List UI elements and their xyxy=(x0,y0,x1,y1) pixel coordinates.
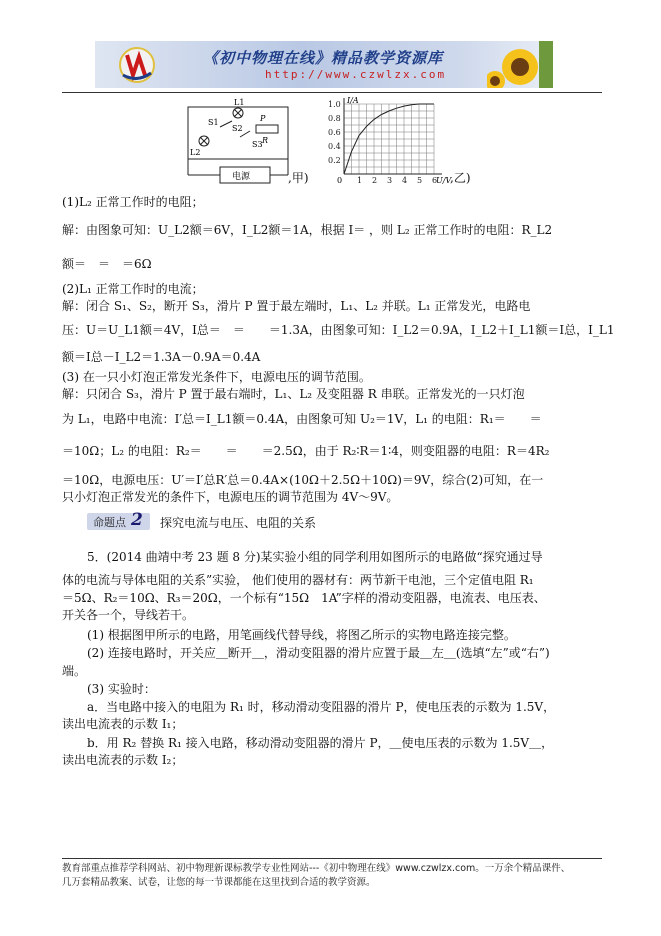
banner-title: 《初中物理在线》精品教学资源库 xyxy=(203,49,444,67)
q5-line: (2) 连接电路时，开关应＿断开＿，滑动变阻器的滑片应置于最＿左＿(选填“左”或“右”) xyxy=(87,646,550,660)
x-tick-label: 4 xyxy=(402,176,408,185)
circuit-diagram xyxy=(180,97,300,187)
logo-icon xyxy=(113,45,161,85)
footer-line: 教育部重点推荐学科网站、初中物理新课标教学专业性网站---《初中物理在线》www.czwlzx.com。一万余个精品课件、 xyxy=(62,863,571,874)
solution-line: 解：闭合 S₁、S₂，断开 S₃，滑片 P 置于最左端时，L₁、L₂ 并联。L₁ 正常发光，电路电 xyxy=(62,299,531,313)
footer-line: 几万套精品教案、试卷，让您的每一节课都能在这里找到合适的教学资源。 xyxy=(62,877,376,888)
header-banner xyxy=(95,41,553,88)
y-tick-label: 0.6 xyxy=(328,128,341,137)
y-tick-label: 0.8 xyxy=(328,114,341,123)
q5-line: 端。 xyxy=(62,664,87,678)
header-rule xyxy=(62,92,602,93)
figure-caption-a: ,甲) xyxy=(288,171,309,185)
footer-rule xyxy=(62,858,602,859)
solution-line: 压：U＝U_L1额＝4V，I总＝ ＝ ＝1.3A，由图象可知：I_L2＝0.9A，I_L2＋I_L1额＝I总，I_L1 xyxy=(62,323,615,337)
x-tick-label: 1 xyxy=(357,176,363,185)
svg-text:L1: L1 xyxy=(234,98,245,107)
x-tick-label: 3 xyxy=(387,176,393,185)
q5-line: 开关各一个，导线若干。 xyxy=(62,608,195,622)
power-label: 电源 xyxy=(232,172,251,182)
solution-line: 只小灯泡正常发光的条件下，电源电压的调节范围为 4V～9V。 xyxy=(62,490,399,504)
q5-line: a．当电路中接入的电阻为 R₁ 时，移动滑动变阻器的滑片 P，使电压表的示数为 1.5V， xyxy=(87,700,556,714)
graph-xlabel: U/V xyxy=(436,176,452,185)
figure-caption-b: ,乙) xyxy=(450,171,471,185)
q5-line: ＝5Ω、R₂＝10Ω、R₃＝20Ω，一个标有“15Ω 1A”字样的滑动变阻器，电流表、电压表、 xyxy=(62,591,546,605)
section-title: 探究电流与电压、电阻的关系 xyxy=(160,516,317,530)
q5-line: 体的电流与导体电阻的关系”实验， 他们使用的器材有：两节新干电池，三个定值电阻 R₁ xyxy=(62,573,534,587)
svg-text:S2: S2 xyxy=(232,124,243,133)
graph-ylabel: I/A xyxy=(347,96,359,105)
solution-line: 解：只闭合 S₃，滑片 P 置于最右端时，L₁、L₂ 及变阻器 R 串联。正常发光的一只灯泡 xyxy=(62,387,525,401)
solution-line: 额＝I总－I_L2＝1.3A－0.9A＝0.4A xyxy=(62,350,261,364)
solution-line: 为 L₁，电路中电流：I′总＝I_L1额＝0.4A，由图象可知 U₂＝1V，L₁ 的电阻：R₁＝ ＝ xyxy=(62,412,542,426)
badge-label: 命题点 xyxy=(93,516,126,529)
solution-line: ＝10Ω，电源电压：U′＝I′总R′总＝0.4A×(10Ω＋2.5Ω＋10Ω)＝9V，综合(2)可知，在一 xyxy=(62,473,544,487)
y-tick-label: 0.2 xyxy=(328,156,341,165)
solution-line: ＝10Ω；L₂ 的电阻：R₂＝ ＝ ＝2.5Ω，由于 R₂∶R＝1∶4，则变阻器的电阻：R＝4R₂ xyxy=(62,444,550,458)
q5-line: (3) 实验时： xyxy=(87,682,156,696)
q5-line: (1) 根据图甲所示的电路，用笔画线代替导线，将图乙所示的实物电路连接完整。 xyxy=(87,628,516,642)
svg-text:S3: S3 xyxy=(252,140,263,149)
solution-line: 额＝ ＝ ＝6Ω xyxy=(62,257,152,271)
iu-graph xyxy=(326,96,452,188)
section-badge xyxy=(87,510,150,530)
x-tick-label: 6 xyxy=(432,176,438,185)
svg-text:P: P xyxy=(260,114,266,123)
solution-line: (2)L₁ 正常工作时的电流； xyxy=(62,282,204,296)
svg-text:R: R xyxy=(262,136,269,145)
svg-text:L2: L2 xyxy=(190,148,201,157)
solution-line: (1)L₂ 正常工作时的电阻； xyxy=(62,195,204,209)
x-tick-label: 5 xyxy=(417,176,423,185)
solution-line: (3) 在一只小灯泡正常发光条件下，电源电压的调节范围。 xyxy=(62,370,371,384)
sunflower-icon xyxy=(487,41,553,88)
banner-url[interactable]: http://www.czwlzx.com xyxy=(265,68,447,81)
q5-line: 读出电流表的示数 I₂； xyxy=(62,753,184,767)
y-tick-label: 1.0 xyxy=(328,100,341,109)
svg-text:S1: S1 xyxy=(208,118,219,127)
solution-line: 解：由图象可知：U_L2额＝6V，I_L2额＝1A，根据 I＝ ，则 L₂ 正常工作时的电阻：R_L2 xyxy=(62,223,553,237)
y-tick-label: 0.4 xyxy=(328,142,341,151)
x-tick-label: 2 xyxy=(372,176,378,185)
q5-line: b．用 R₂ 替换 R₁ 接入电路，移动滑动变阻器的滑片 P，＿使电压表的示数为 1.5V＿， xyxy=(87,736,554,750)
graph-origin: 0 xyxy=(337,176,343,185)
badge-number: 2 xyxy=(131,510,143,530)
q5-line: 5．(2014 曲靖中考 23 题 8 分)某实验小组的同学利用如图所示的电路做“探究通过导 xyxy=(87,550,543,564)
q5-line: 读出电流表的示数 I₁； xyxy=(62,717,184,731)
